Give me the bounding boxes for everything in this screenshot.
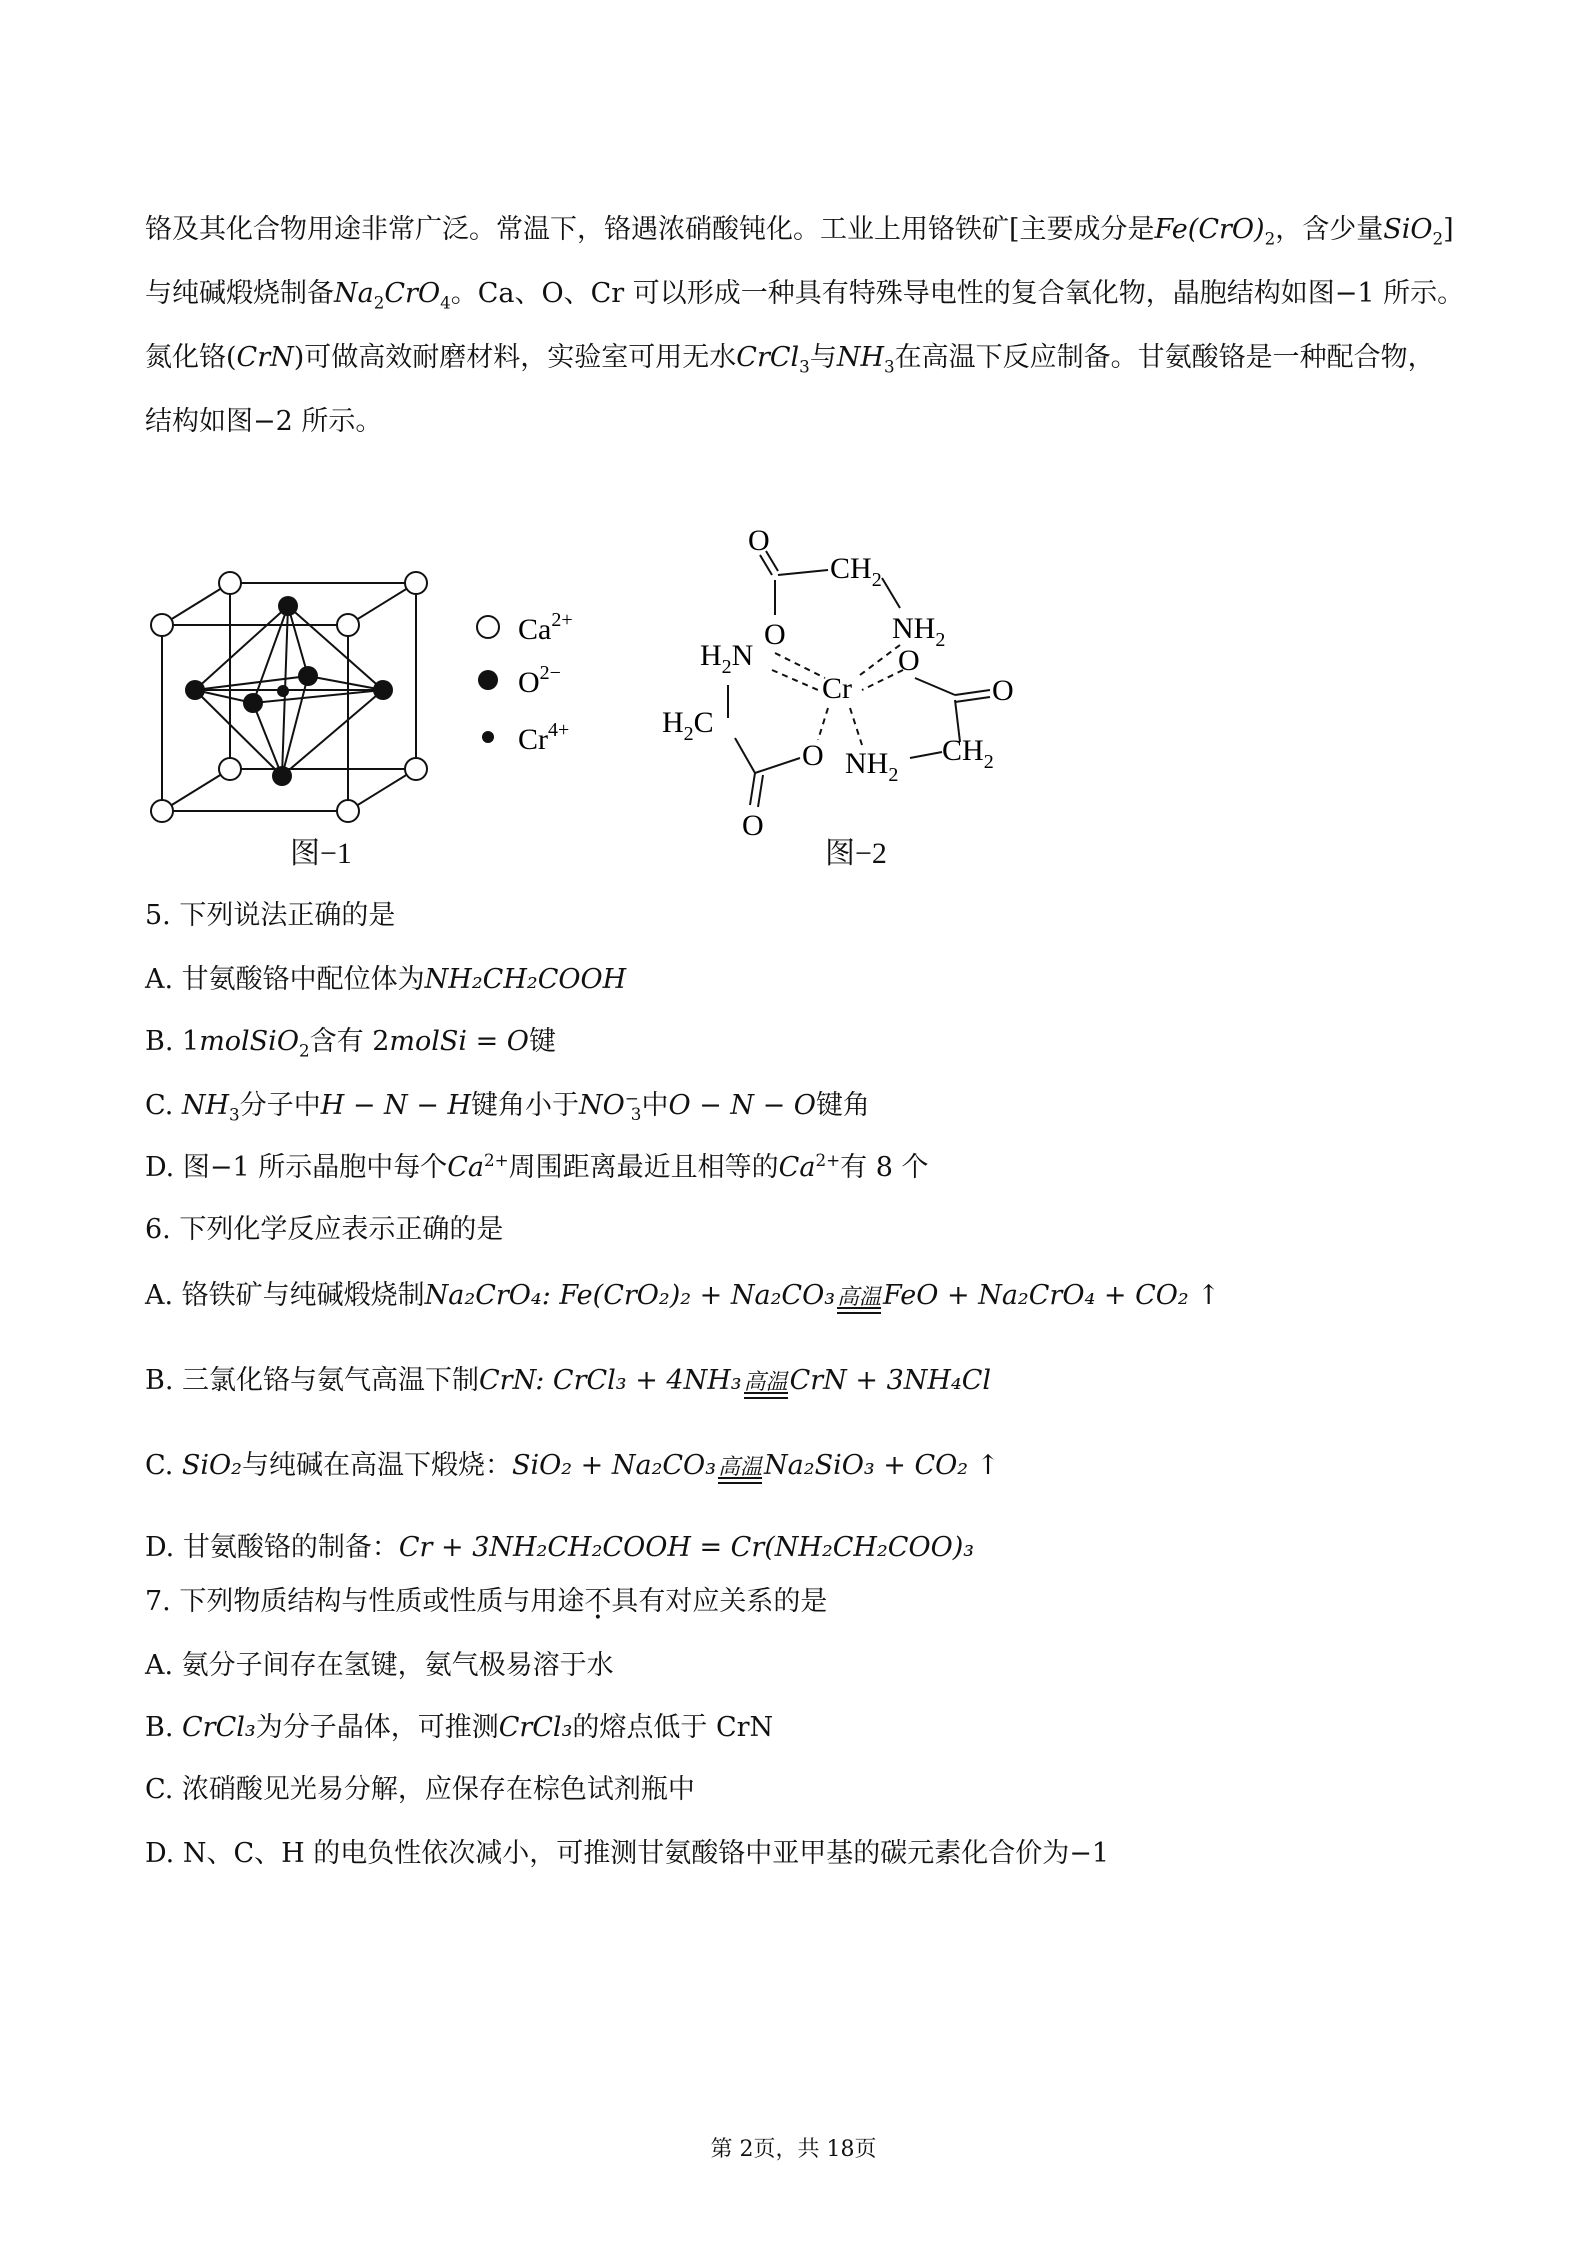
cr-legend-symbol [482,731,494,743]
question-7-option-c: C. 浓硝酸见光易分解，应保存在棕色试剂瓶中 [145,1774,695,1805]
text: 氮化铬( [145,342,237,373]
figure-1-caption: 图−1 [290,837,352,870]
formula: CrCl [736,342,800,373]
atom-o: O [992,674,1014,707]
text: )可做高效耐磨材料，实验室可用无水 [293,342,737,373]
ca-ion [219,758,241,780]
atom-nh2: $NH_2$ [845,747,899,786]
atom-o: O [898,644,920,677]
o-legend-label: $O^{2-}$ [518,662,561,699]
o-ion [185,680,205,700]
question-6-option-c: C. SiO₂与纯碱在高温下煅烧：SiO₂ + Na₂CO₃ 高温 Na₂SiO₃ + CO₂ ↑ [145,1443,999,1484]
intro-line-1: 铬及其化合物用途非常广泛。常温下，铬遇浓硝酸钝化。工业上用铬铁矿[主要成分是$Fe(CrO)_2$，含少量SiO$_2$] [145,214,1454,249]
question-5-stem: 5. 下列说法正确的是 [145,900,396,931]
text: 在高温下反应制备。甘氨酸铬是一种配合物， [894,342,1435,373]
o-ion [272,766,292,786]
formula: Fe(CrO [1154,214,1255,245]
glycine-chromium-structure [650,520,1030,880]
intro-line-4: 结构如图−2 所示。 [145,406,383,437]
question-7-option-b: B. CrCl₃为分子晶体，可推测CrCl₃的熔点低于 CrN [145,1712,774,1743]
ca-legend-label: $Ca^{2+}$ [518,609,573,646]
formula: NH [836,342,884,373]
emphasis-mark: 不 [584,1586,612,1617]
atom-ch2: $CH_2$ [942,734,994,773]
ca-ion [405,572,427,594]
question-7-option-a: A. 氨分子间存在氢键，氨气极易溶于水 [145,1650,614,1681]
atom-o: O [742,809,764,842]
condition-high-temp: 高温 [716,1457,764,1484]
intro-paragraph [145,198,1465,454]
cr-ion [277,685,289,697]
ca-ion [151,614,173,636]
formula: SiO [1383,214,1433,245]
figure-2-complex-structure [650,520,1030,880]
question-5-option-d: D. 图−1 所示晶胞中每个$Ca^{2+}$周围距离最近且相等的$Ca^{2+}$有 8 个 [145,1150,929,1183]
page-footer: 第 2页，共 18页 [710,2137,877,2162]
intro-line-3: 氮化铬(CrN)可做高效耐磨材料，实验室可用无水CrCl$_3$与$NH_3$在高温下反应制备。甘氨酸铬是一种配合物， [145,342,1435,377]
atom-cr: Cr [822,672,852,705]
cr-legend-label: $Cr^{4+}$ [518,719,570,756]
ca-ion [219,572,241,594]
question-5-option-b: B. 1molSiO$_2$含有 2molSi = O键 [145,1026,556,1061]
o-ion [298,666,318,686]
text: ，含少量 [1275,214,1384,245]
figure-1-legend [470,605,610,765]
text: 。Ca、O、Cr 可以形成一种具有特殊导电性的复合氧化物，晶胞结构如图−1 所示。 [450,278,1465,309]
ca-ion [151,800,173,822]
atom-o: O [802,739,824,772]
ca-ion [337,614,359,636]
question-6-stem: 6. 下列化学反应表示正确的是 [145,1214,504,1245]
question-5-option-a: A. 甘氨酸铬中配位体为NH₂CH₂COOH [145,964,627,995]
atom-ch2: $CH_2$ [830,552,882,591]
question-7-option-d: D. N、C、H 的电负性依次减小，可推测甘氨酸铬中亚甲基的碳元素化合价为−1 [145,1838,1110,1869]
atom-h2c: $H_2C$ [662,706,714,745]
condition-high-temp: 高温 [835,1287,883,1314]
text: 与 [809,342,837,373]
formula: Na [334,278,374,309]
question-6-option-a: A. 铬铁矿与纯碱煅烧制Na₂CrO₄: Fe(CrO₂)₂ + Na₂CO₃ 高温 FeO + Na₂CrO₄ + CO₂ ↑ [145,1273,1220,1314]
intro-line-2: 与纯碱煅烧制备$Na_2CrO_4$。Ca、O、Cr 可以形成一种具有特殊导电性的复合氧化物，晶胞结构如图−1 所示。 [145,278,1465,313]
ca-legend-symbol [477,616,499,638]
figure-2-caption: 图−2 [825,837,887,870]
ca-ion [337,800,359,822]
o-legend-symbol [478,670,498,690]
question-6-option-b: B. 三氯化铬与氨气高温下制CrN: CrCl₃ + 4NH₃ 高温 CrN + 3NH₄Cl [145,1358,991,1399]
atom-o: O [748,524,770,557]
o-ion [373,680,393,700]
o-ion [278,596,298,616]
text: 与纯碱煅烧制备 [145,278,334,309]
atom-nh2: $NH_2$ [892,612,946,651]
question-7-stem: 7. 下列物质结构与性质或性质与用途不具有对应关系的是 [145,1586,828,1617]
o-ion [243,693,263,713]
figure-1-crystal-cell [140,558,460,858]
formula: CrN [236,342,294,373]
question-5-option-c: C. $NH_3$分子中H − N − H键角小于$NO^-_3$中O − N − O键角 [145,1088,870,1125]
atom-h2n: $H_2N$ [700,639,754,678]
text: 铬及其化合物用途非常广泛。常温下，铬遇浓硝酸钝化。工业上用铬铁矿[主要成分是 [145,214,1155,245]
question-6-option-d: D. 甘氨酸铬的制备：Cr + 3NH₂CH₂COOH = Cr(NH₂CH₂COO)₃ [145,1532,975,1563]
atom-o: O [764,618,786,651]
ca-ion [405,758,427,780]
condition-high-temp: 高温 [742,1372,790,1399]
crystal-cell-diagram [140,558,460,858]
